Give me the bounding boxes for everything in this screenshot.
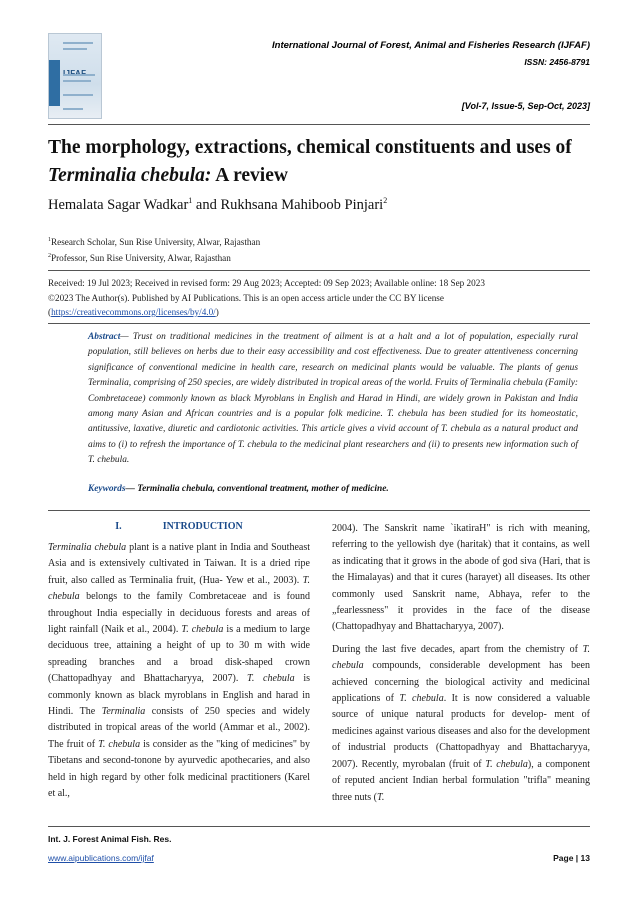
affiliation-1-text: Research Scholar, Sun Rise University, Alwar, Rajasthan — [51, 237, 261, 248]
logo-decoration-line — [63, 42, 93, 44]
species-name: T. chebula — [98, 738, 141, 750]
species-name: T. chebula — [332, 643, 590, 672]
affiliation-2-text: Professor, Sun Rise University, Alwar, Rajasthan — [51, 253, 231, 264]
species-name: T. chebula — [485, 758, 528, 770]
species-name: T. — [377, 791, 385, 803]
body-text: ), a component of reputed ancient Indian herbal formulation "trifla" meaning three nuts ( — [332, 758, 590, 803]
species-name: T. chebula — [247, 673, 295, 685]
author-1-affiliation-mark: 1 — [188, 196, 193, 205]
body-text: is consider as the "king of medicines" by Tibetans and second-tonone by ayurvedic apothecaries, and also held in high regard by other folk medicinal practitioners (Karel et al., — [48, 738, 310, 800]
article-title — [48, 134, 596, 190]
journal-name: International Journal of Forest, Animal and Fisheries Research (IJFAF) — [272, 40, 590, 51]
header-divider — [48, 124, 590, 125]
author-1: Hemalata Sagar Wadkar — [48, 196, 189, 213]
affiliation-1-mark: 1 — [48, 237, 51, 243]
license-paren-close: ) — [215, 307, 219, 317]
intro-paragraph-1 — [48, 540, 310, 803]
affiliation-2 — [48, 253, 231, 263]
species-name: Terminalia — [101, 706, 146, 718]
right-column — [332, 521, 590, 812]
body-text: During the last five decades, apart from the chemistry of — [332, 643, 583, 655]
license-link-line — [48, 306, 590, 319]
logo-color-band — [49, 60, 60, 106]
body-text: . It is now considered a valuable source of unique natural products for develop- ment of medicines against various diseases and also for the development of industrial products (Chattopadhyay and Bhattacharyya, 2007). Recently, myrobalan (fruit of — [332, 693, 590, 770]
abstract-label: Abstract — [88, 332, 121, 342]
section-number: I. — [115, 521, 122, 532]
abstract-dash: — — [120, 332, 133, 342]
species-name: Terminalia chebula — [48, 542, 127, 553]
left-column — [48, 540, 310, 809]
page-number: Page | 13 — [553, 853, 590, 863]
authors — [48, 196, 387, 214]
section-heading — [48, 521, 310, 532]
species-name: T. chebula — [48, 574, 310, 603]
logo-decoration-line — [63, 80, 91, 82]
body-text: consists of 250 species and widely distributed in tropical areas of the world (Ammar et al., 2002). The fruit of — [48, 706, 310, 750]
intro-paragraph-3 — [332, 642, 590, 806]
volume-issue: [Vol-7, Issue-5, Sep-Oct, 2023] — [461, 101, 590, 111]
logo-decoration-line — [63, 108, 83, 110]
logo-decoration-line — [63, 48, 87, 50]
species-name: T. chebula — [399, 693, 444, 705]
abstract — [88, 330, 578, 469]
keywords-label: Keywords — [88, 484, 126, 494]
abstract-text: Trust on traditional medicines in the treatment of ailment is at a halt and a lot of population, especially rural population, still believes on herbs due to their easy accessibility and cost effectiveness. Due to greater attentiveness concerning significance of conventional medicine in health care, research on medicinal plants would be valuable. The plants of genus Terminalia, comprising of 250 species, are widely distributed in tropical areas of the world. Fruits of Terminalia chebula (Family: Combretaceae) commonly known as black Myroblans in English and Harad in Hindi, are widely grown in Pakistan and India among many Asian and African countries and is a popular folk medicine. T. chebula has been studied for its homeostatic, antitussive, laxative, diuretic and cardiotonic activities. This article gives a vivid account of T. chebula as a natural product and aims to (i) to refresh the importance of T. chebula to the medicinal plant researchers and (ii) to presents new information such of T. chebula. — [88, 332, 579, 466]
keywords-dash: — — [125, 484, 138, 494]
body-text: is a medium to large deciduous tree, attaining a height of up to 30 m with wide spreading branches and a broad disk-shaped crown (Chattopadhyay and Bhattacharyya, 2007). — [48, 624, 310, 685]
abstract-divider — [48, 510, 590, 511]
author-2: and Rukhsana Mahiboob Pinjari — [192, 196, 384, 213]
affiliation-2-mark: 2 — [48, 253, 51, 259]
body-text: compounds, considerable development has been achieved concerning the biological activity and medicinal applications of — [332, 660, 590, 705]
title-text: The morphology, extractions, chemical constituents and uses of — [48, 137, 572, 158]
meta-divider — [48, 323, 590, 324]
journal-cover-logo — [48, 33, 102, 119]
footer-divider — [48, 826, 590, 827]
body-text: plant is a native plant in India and Southeast Asia and is extensively cultivated in Taiwan. It is a dried ripe fruit, also called as Terminalia fruit, (Hua- Yew et al., 2003). — [48, 542, 311, 586]
intro-paragraph-2: 2004). The Sanskrit name `ikatiraH" is rich with meaning, referring to the yellowish dye (haritak) that it contains, as well as indicating that it grows in the abode of god siva (Hari, that is the Himalayas) and that it cures (harayet) all diseases. Its other commonly used Sanskrit name, Abhaya, refer to the „fearlessness" it provides in the face of the disease (Chattopadhyay and Bhattacharyya, 2007). — [332, 523, 590, 633]
species-name: T. chebula — [181, 624, 224, 636]
body-text: is commonly known as black myroblans in English and harad in Hindi. The — [48, 673, 311, 718]
logo-decoration-line — [63, 74, 95, 76]
logo-decoration-line — [63, 94, 93, 96]
article-dates: Received: 19 Jul 2023; Received in revised form: 29 Aug 2023; Accepted: 09 Sep 2023; Available online: 18 Sep 2023 — [48, 278, 485, 288]
title-text-end: A review — [211, 165, 288, 186]
title-species: Terminalia chebula: — [48, 165, 212, 186]
footer-journal-link[interactable]: www.aipublications.com/ijfaf — [48, 853, 154, 863]
author-2-affiliation-mark: 2 — [383, 196, 388, 205]
license-paren-open: ( — [48, 307, 52, 317]
keywords — [88, 484, 578, 494]
section-title: INTRODUCTION — [162, 521, 243, 532]
issn: ISSN: 2456-8791 — [524, 57, 590, 67]
license-link[interactable]: https://creativecommons.org/licenses/by/4.0/ — [51, 307, 216, 317]
body-text: belongs to the family Combretaceae and is found throughout India especially in deciduous forests and areas of light rainfall (Naik et al., 2004). — [48, 591, 310, 636]
footer-journal-abbrev: Int. J. Forest Animal Fish. Res. — [48, 834, 172, 844]
keywords-text: Terminalia chebula, conventional treatment, mother of medicine. — [137, 484, 389, 494]
affiliation-divider — [48, 270, 590, 271]
affiliation-1 — [48, 237, 260, 247]
license-statement: ©2023 The Author(s). Published by AI Publications. This is an open access article under the CC BY license — [48, 293, 444, 303]
